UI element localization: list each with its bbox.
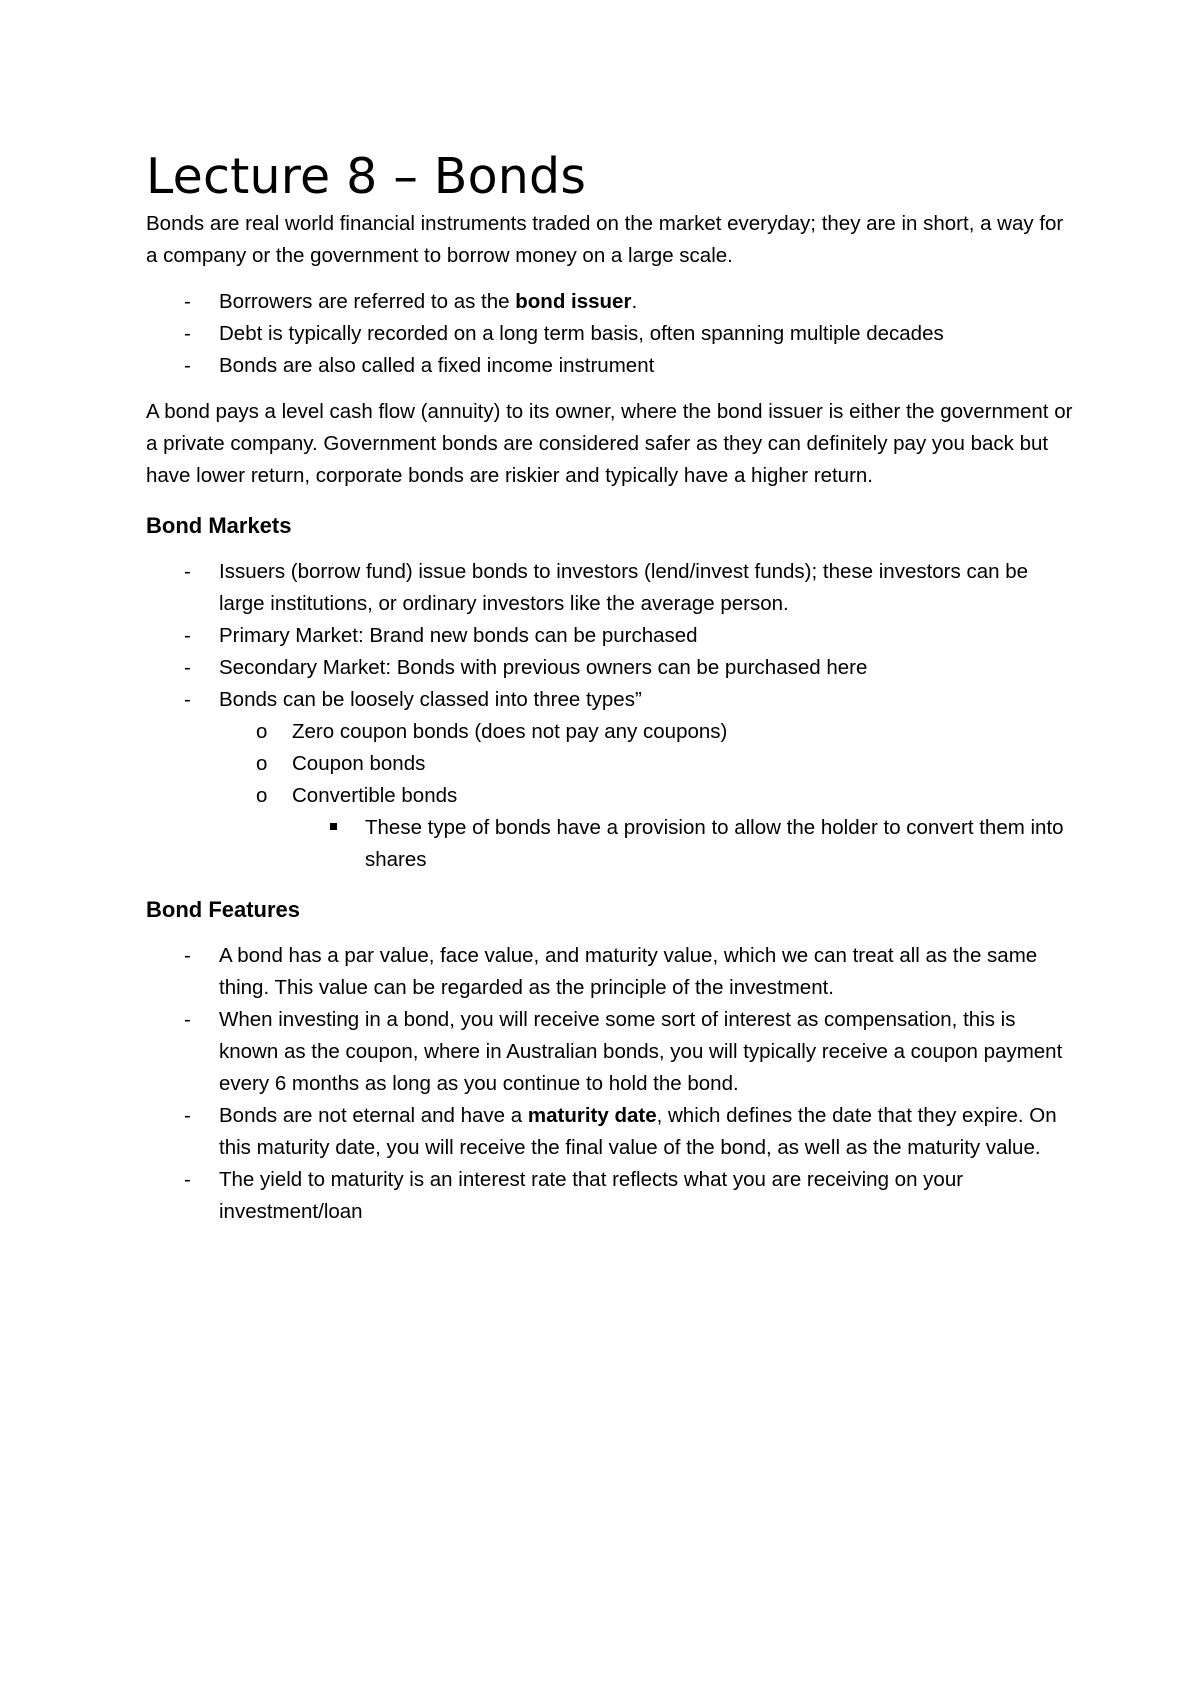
- list-item: [146, 350, 1076, 382]
- list-item-text: Convertible bonds: [292, 784, 458, 807]
- dash-marker: -: [184, 1168, 191, 1191]
- bond-types-list: [219, 716, 1076, 876]
- markets-list: [146, 556, 1076, 876]
- list-item-text: Primary Market: Brand new bonds can be purchased: [219, 624, 698, 647]
- convertible-note-list: [292, 812, 1076, 876]
- section-heading-bond-markets: Bond Markets: [146, 513, 292, 538]
- circle-marker: o: [256, 720, 268, 743]
- list-item-text: Bonds are also called a fixed income instrument: [219, 354, 655, 377]
- dash-marker: -: [184, 560, 191, 583]
- dash-marker: -: [184, 290, 191, 313]
- features-list: [146, 940, 1076, 1228]
- body-paragraph: A bond pays a level cash flow (annuity) to its owner, where the bond issuer is either the government or a private company. Government bonds are considered safer as they can definitely pay you back but have lower return, corporate bonds are riskier and typically have a higher return.: [146, 400, 1073, 487]
- dash-marker: -: [184, 322, 191, 345]
- list-item-text: Coupon bonds: [292, 752, 426, 775]
- square-bullet-icon: [330, 812, 337, 844]
- list-item: [146, 318, 1076, 350]
- list-item-text: Issuers (borrow fund) issue bonds to investors (lend/invest funds); these investors can be large institutions, or ordinary investors like the average person.: [219, 560, 1029, 615]
- circle-marker: o: [256, 784, 268, 807]
- dash-marker: -: [184, 1008, 191, 1031]
- list-item-text: These type of bonds have a provision to allow the holder to convert them into shares: [365, 816, 1064, 871]
- intro-list: [146, 286, 1076, 382]
- list-item: [146, 940, 1076, 1004]
- list-item-text: Debt is typically recorded on a long term basis, often spanning multiple decades: [219, 322, 944, 345]
- list-item-text: Borrowers are referred to as the: [219, 290, 516, 313]
- list-item: [146, 286, 1076, 318]
- dash-marker: -: [184, 1104, 191, 1127]
- list-item-text: When investing in a bond, you will receive some sort of interest as compensation, this is known as the coupon, where in Australian bonds, you will typically receive a coupon payment every 6 months as long as you continue to hold the bond.: [219, 1008, 1063, 1095]
- list-item: [292, 812, 1076, 876]
- list-item: [219, 780, 1076, 876]
- list-item: [146, 1100, 1076, 1164]
- dash-marker: -: [184, 624, 191, 647]
- list-item: [146, 1004, 1076, 1100]
- list-item-text: , which defines the date that they expire. On this maturity date, you will receive the final value of the bond, as well as the maturity value.: [219, 1104, 1057, 1159]
- list-item-text: The yield to maturity is an interest rate that reflects what you are receiving on your investment/loan: [219, 1168, 964, 1223]
- list-item: [146, 652, 1076, 684]
- bold-term: maturity date: [527, 1104, 657, 1127]
- list-item-text: Bonds can be loosely classed into three types”: [219, 688, 642, 711]
- page-title: Lecture 8 – Bonds: [146, 148, 587, 205]
- list-item-text: Zero coupon bonds (does not pay any coupons): [292, 720, 728, 743]
- list-item-text: Bonds are not eternal and have a: [219, 1104, 528, 1127]
- list-item-text: Secondary Market: Bonds with previous owners can be purchased here: [219, 656, 868, 679]
- bold-term: bond issuer: [515, 290, 632, 313]
- list-item: [146, 1164, 1076, 1228]
- dash-marker: -: [184, 656, 191, 679]
- section-heading-bond-features: Bond Features: [146, 897, 301, 922]
- dash-marker: -: [184, 944, 191, 967]
- list-item: [146, 620, 1076, 652]
- dash-marker: -: [184, 688, 191, 711]
- document-content: [146, 146, 1076, 1228]
- list-item-text: A bond has a par value, face value, and maturity value, which we can treat all as the same thing. This value can be regarded as the principle of the investment.: [219, 944, 1038, 999]
- list-item: [219, 716, 1076, 748]
- circle-marker: o: [256, 752, 268, 775]
- list-item-text: .: [631, 290, 638, 313]
- dash-marker: -: [184, 354, 191, 377]
- intro-paragraph: Bonds are real world financial instruments traded on the market everyday; they are in short, a way for a company or the government to borrow money on a large scale.: [146, 212, 1064, 267]
- list-item: [146, 684, 1076, 876]
- list-item: [146, 556, 1076, 620]
- list-item: [219, 748, 1076, 780]
